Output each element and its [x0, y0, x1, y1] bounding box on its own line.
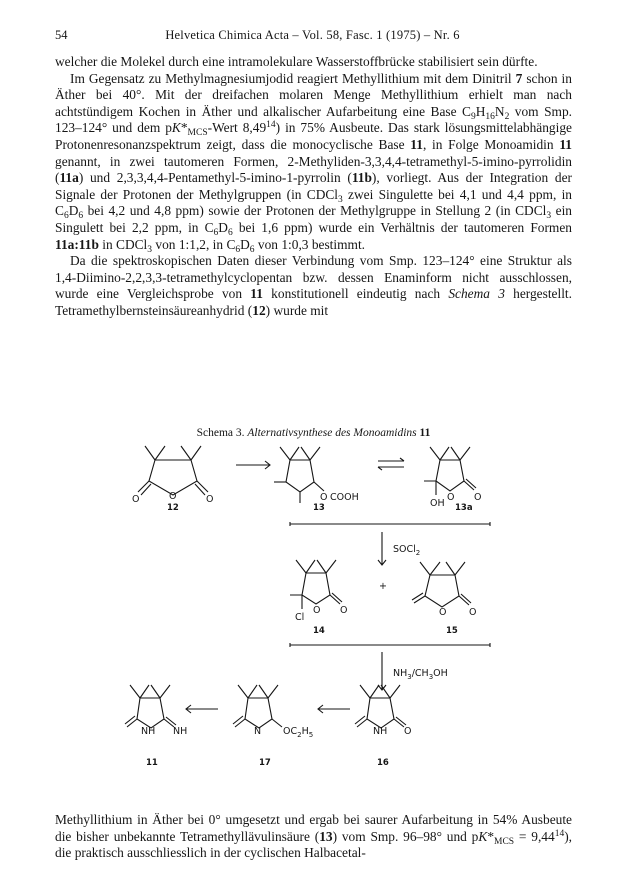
atom-o: O	[469, 607, 477, 618]
paragraph-continuation: welcher die Molekel durch eine intramolekulare Wasserstoffbrücke stabilisiert sein dürfte.	[55, 54, 538, 69]
label-16: 16	[377, 758, 389, 768]
arrow-nh3	[378, 652, 386, 690]
structure-17	[233, 685, 313, 739]
atom-nh: NH	[373, 726, 388, 737]
label-17: 17	[259, 758, 271, 768]
label-13a: 13a	[455, 503, 473, 513]
atom-nh: NH	[173, 726, 188, 737]
structure-16	[355, 685, 411, 737]
atom-o: O	[320, 492, 328, 503]
atom-cl: Cl	[295, 612, 305, 623]
atom-o: O	[447, 492, 455, 503]
equilibrium-arrows	[378, 458, 404, 470]
atom-oc2h5: OC2H5	[283, 726, 314, 739]
label-11: 11	[146, 758, 158, 768]
label-14: 14	[313, 626, 325, 636]
label-15: 15	[446, 626, 458, 636]
arrow-12-13	[236, 461, 270, 469]
paragraph-methyllithium: Im Gegensatz zu Methylmagnesiumjodid reagiert Methyllithium mit dem Dinitril 7 schon in Äther bei 40°. Mit der dreifachen molaren Menge Methyllithium erhielt man nach achtstündigem Kochen in Äther und alkalischer Aufarbeitung eine Base $C_9H_{16}N_2$ vom Smp. 123–124° und dem $pK*_{MCS}$-Wert 8,49$^{14}$) in 75% Ausbeute. Das stark lösungsmittelabhängige Protonenresonanzspektrum zeigt, dass die monocyclische Base 11, in Folge Monoamidin 11 genannt, in zwei tautomeren Formen, 2-Methyliden-3,3,4,4-tetramethyl-5-imino-pyrrolidin (11a) und 2,3,3,4,4-Pentamethyl-5-imino-1-pyrrolin (11b), vorliegt. Aus der Integration der Signale der Protonen der Methylgruppen (in CDCl$_3$ zwei Singulette bei 4,1 und 4,4 ppm, in $C_6D_6$ bei 4,2 und 4,8 ppm) sowie der Protonen der Methylgruppe in Stellung 2 (in CDCl$_3$ ein Singulett bei 2,2 ppm, in $C_6D_6$ bei 1,6 ppm) wurde ein Verhältnis der tautomeren Formen 11a:11b in CDCl$_3$ von 1:1,2, in $C_6D_6$ von 1:0,3 bestimmt.	[55, 70, 572, 255]
bracket-13	[290, 522, 490, 526]
structure-11	[125, 685, 187, 737]
atom-o: O	[474, 492, 482, 503]
label-13: 13	[313, 503, 325, 513]
structure-13a	[424, 447, 481, 509]
structure-12	[132, 446, 213, 505]
atom-cooh: COOH	[330, 492, 359, 503]
scheme-caption: Schema 3. Alternativsynthese des Monoamidins 11	[196, 427, 431, 439]
paragraph-tetramethyllaevulinsaeure: Methyllithium in Äther bei 0° umgesetzt und ergab bei saurer Aufarbeitung in 54% Ausbeute die bisher unbekannte Tetramethyllävulinsäure (13) vom Smp. 96–98° und $pK*_{MCS} = 9,44^{14}$), die praktisch ausschliesslich in der cyclischen Halbacetal-	[55, 812, 572, 861]
reagent-socl2: SOCl2	[393, 544, 421, 557]
structure-13	[274, 447, 359, 503]
page-number: 54	[55, 28, 68, 42]
atom-o: O	[169, 491, 177, 502]
atom-o: O	[206, 494, 214, 505]
running-head: Helvetica Chimica Acta – Vol. 58, Fasc. 1 (1975) – Nr. 6	[165, 28, 460, 42]
bracket-14-15	[290, 643, 490, 647]
label-12: 12	[167, 503, 179, 513]
atom-n: N	[254, 726, 262, 737]
atom-oh: OH	[430, 498, 445, 509]
atom-nh: NH	[141, 726, 156, 737]
atom-o: O	[340, 605, 348, 616]
reagent-nh3-ch3oh: NH3/CH3OH	[393, 668, 448, 681]
arrow-socl2	[378, 532, 386, 565]
atom-o: O	[439, 607, 447, 618]
atom-o: O	[404, 726, 412, 737]
plus-sign: +	[379, 581, 387, 592]
body-text-bottom	[55, 812, 572, 862]
arrow-17-11	[186, 705, 218, 713]
atom-o: O	[132, 494, 140, 505]
arrow-16-17	[318, 705, 350, 713]
atom-o: O	[313, 605, 321, 616]
structure-15	[412, 562, 476, 618]
structure-14	[290, 560, 347, 623]
paragraph-spectroscopic: Da die spektroskopischen Daten dieser Verbindung vom Smp. 123–124° eine Struktur als 1,4-Diimino-2,2,3,3-tetramethylcyclopentan bzw. dessen Enaminform nicht ausschlossen, wurde eine Vergleichsprobe von 11 konstitutionell eindeutig nach Schema 3 hergestellt. Tetramethylbernsteinsäureanhydrid (12) wurde mit	[55, 253, 573, 318]
